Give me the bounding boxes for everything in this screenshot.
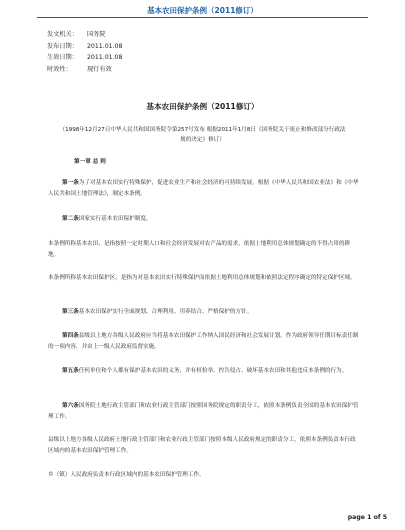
meta-label: 发布日期： bbox=[47, 42, 78, 50]
article-lead: 第二条 bbox=[62, 216, 79, 222]
article-text: 县级以上地方各级人民政府土地行政主管部门和农业行政主管部门按照本级人民政府规定的职责分工，依照本条例负责本行政区域内的基本农田保护管理工作。 bbox=[48, 437, 356, 454]
page-header-title: 基本农田保护条例（2011修订） bbox=[147, 6, 258, 15]
meta-label: 生效日期： bbox=[47, 54, 78, 61]
page-number: page 1 of 5 bbox=[347, 514, 387, 521]
meta-row bbox=[47, 64, 122, 76]
meta-value: 2011.01.08 bbox=[87, 42, 123, 50]
article-lead: 第四条 bbox=[62, 333, 79, 339]
article-text: 乡（镇）人民政府负责本行政区域内的基本农田保护管理工作。 bbox=[48, 472, 205, 478]
article-paragraph bbox=[48, 366, 360, 377]
document-subtitle: （1998年12月27日中华人民共和国国务院令第257号发布 根据2011年1月8日《国务院关于废止和修改部分行政法规的决定》修订） bbox=[59, 127, 346, 143]
meta-value: 现行有效 bbox=[87, 65, 112, 73]
chapter-heading: 第一章 总 则 bbox=[74, 159, 106, 165]
meta-row bbox=[47, 41, 122, 53]
document-title: 基本农田保护条例（2011修订） bbox=[146, 102, 259, 111]
article-lead: 第一条 bbox=[62, 180, 79, 186]
article-text: 为了对基本农田实行特殊保护，促进农业生产和社会经济的可持续发展，根据《中华人民共和国农业法》和《中华人民共和国土地管理法》，制定本条例。 bbox=[48, 180, 359, 197]
metadata-block bbox=[47, 29, 122, 75]
article-paragraph bbox=[48, 307, 360, 318]
article-paragraph bbox=[48, 273, 360, 284]
article-paragraph bbox=[48, 214, 360, 225]
meta-value: 国务院 bbox=[87, 31, 106, 38]
meta-row bbox=[47, 52, 122, 64]
article-paragraph bbox=[48, 470, 360, 481]
article-text: 县级以上地方各级人民政府应当将基本农田保护工作纳入国民经济和社会发展计划，作为政府领导任期目标责任制的一项内容，并由上一级人民政府监督实施。 bbox=[48, 333, 359, 350]
article-lead: 第六条 bbox=[62, 403, 79, 409]
meta-label: 时效性： bbox=[47, 65, 72, 73]
article-paragraph bbox=[48, 401, 360, 422]
article-paragraph bbox=[48, 435, 360, 456]
article-paragraph bbox=[48, 331, 360, 352]
meta-value: 2011.01.08 bbox=[87, 54, 123, 61]
meta-label: 发文机关： bbox=[47, 31, 78, 38]
article-text: 本条例所称基本农田，是指按照一定时期人口和社会经济发展对农产品的需求，依据土地利用总体规划确定的不得占用的耕地。 bbox=[48, 241, 351, 258]
article-paragraph bbox=[48, 178, 360, 199]
article-text: 国务院土地行政主管部门和农业行政主管部门按照国务院规定的职责分工，依照本条例负责全国的基本农田保护管理工作。 bbox=[48, 403, 359, 420]
article-text: 任何单位和个人都有保护基本农田的义务，并有权检举、控告侵占、破坏基本农田和其他违反本条例的行为。 bbox=[78, 368, 348, 374]
meta-row bbox=[47, 29, 122, 41]
article-paragraph bbox=[48, 239, 360, 260]
article-lead: 第五条 bbox=[62, 368, 79, 374]
article-text: 国家实行基本农田保护制度。 bbox=[78, 216, 152, 222]
article-text: 基本农田保护实行全面规划、合理利用、用养结合、严格保护的方针。 bbox=[78, 309, 253, 315]
article-text: 本条例所称基本农田保护区，是指为对基本农田实行特殊保护而依据土地利用总体规划和依照法定程序确定的特定保护区域。 bbox=[48, 275, 356, 281]
header-rule bbox=[37, 17, 368, 18]
article-lead: 第三条 bbox=[62, 309, 79, 315]
